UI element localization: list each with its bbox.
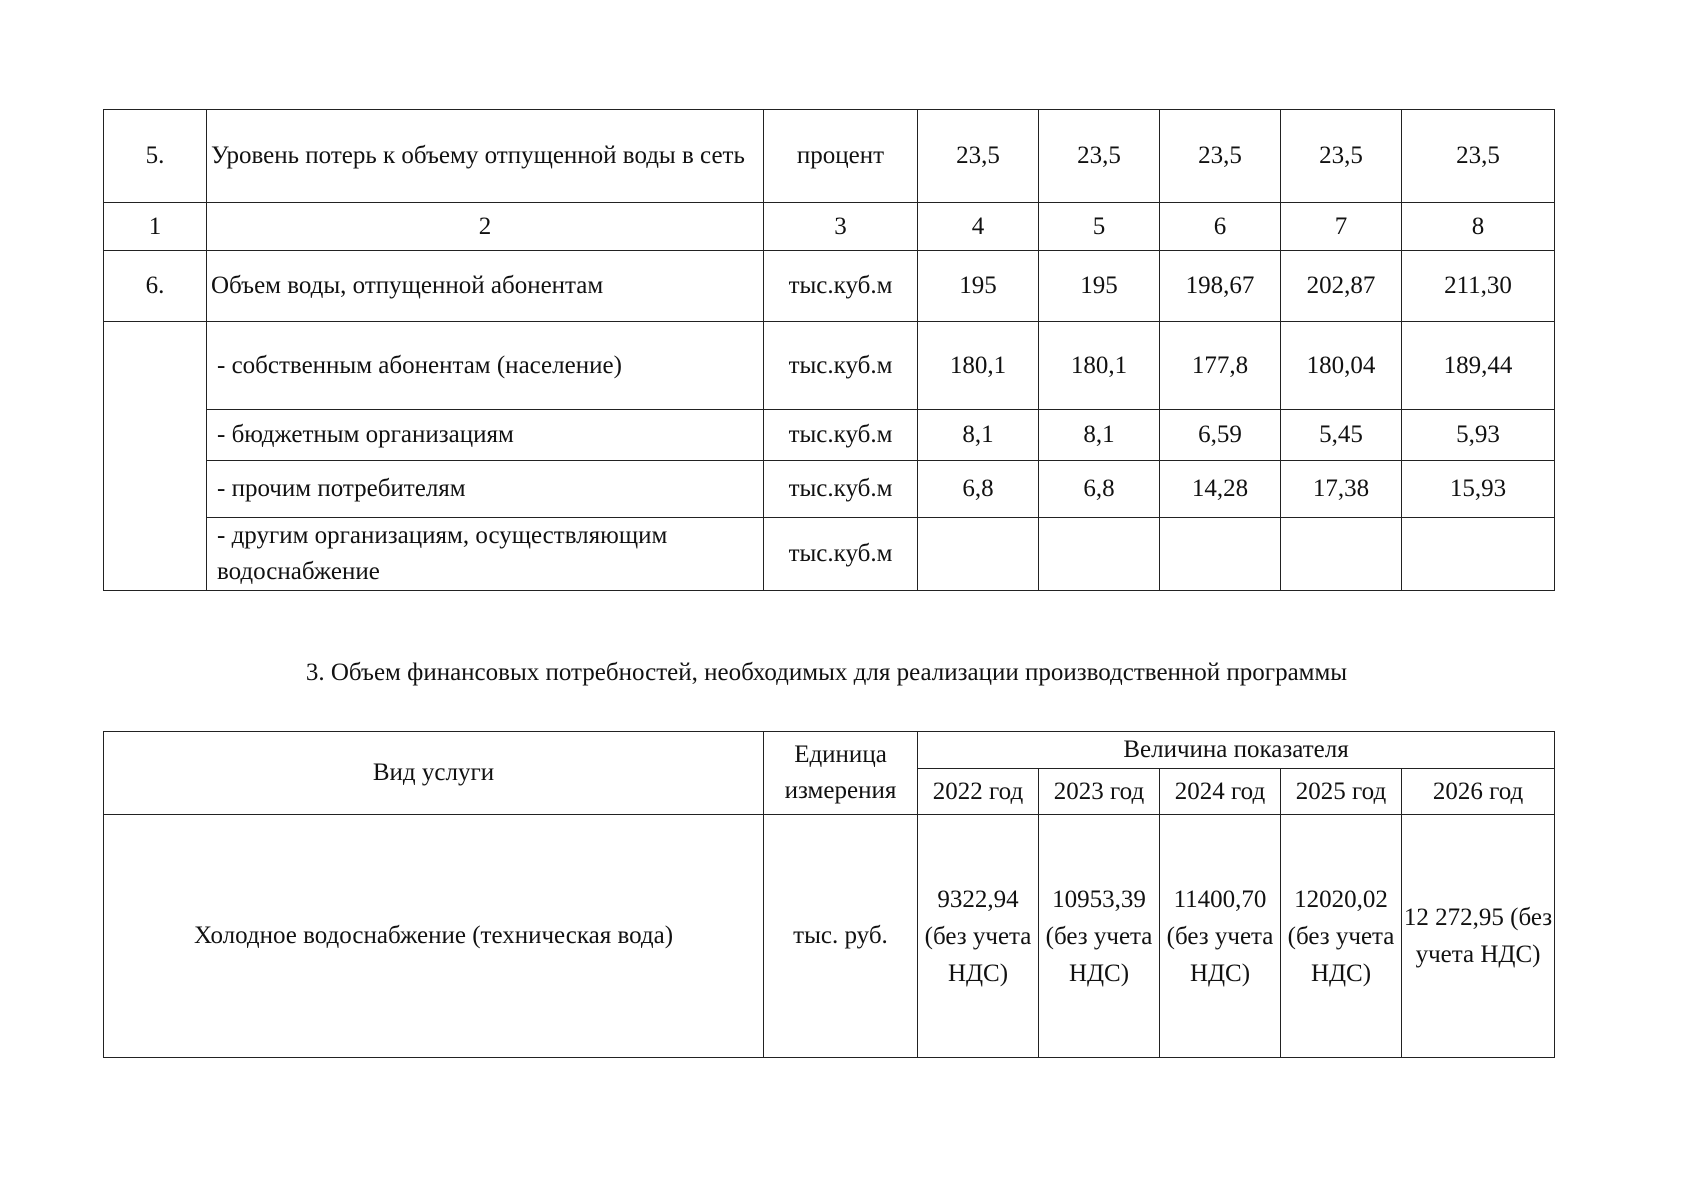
service-header: Вид услуги <box>104 732 764 815</box>
water-volume-table <box>103 109 1555 591</box>
value-cell: 6,59 <box>1160 410 1281 461</box>
column-numbers-row <box>104 203 1555 251</box>
value-cell: 6,8 <box>918 461 1039 518</box>
value-cell: 23,5 <box>1402 110 1555 203</box>
row-name: - другим организациям, осуществляющим водоснабжение <box>207 518 764 591</box>
value-cell: 12 272,95 (без учета НДС) <box>1402 815 1555 1058</box>
row-unit: тыс. руб. <box>764 815 918 1058</box>
value-cell: 17,38 <box>1281 461 1402 518</box>
value-cell: 23,5 <box>918 110 1039 203</box>
row-unit: процент <box>764 110 918 203</box>
service-name: Холодное водоснабжение (техническая вода) <box>104 815 764 1058</box>
column-number: 8 <box>1402 203 1555 251</box>
value-group-header: Величина показателя <box>918 732 1555 769</box>
table-row <box>104 410 1555 461</box>
value-cell: 8,1 <box>918 410 1039 461</box>
value-cell: 5,45 <box>1281 410 1402 461</box>
column-number: 3 <box>764 203 918 251</box>
row-name: Объем воды, отпущенной абонентам <box>207 251 764 322</box>
value-cell <box>1160 518 1281 591</box>
unit-header: Единица измерения <box>764 732 918 815</box>
value-cell: 198,67 <box>1160 251 1281 322</box>
value-cell: 180,04 <box>1281 322 1402 410</box>
table-row <box>104 251 1555 322</box>
value-cell: 12020,02 (без учета НДС) <box>1281 815 1402 1058</box>
year-header: 2024 год <box>1160 769 1281 815</box>
financial-needs-table <box>103 731 1555 1058</box>
year-header: 2025 год <box>1281 769 1402 815</box>
section-heading: 3. Объем финансовых потребностей, необходимых для реализации производственной программы <box>305 659 1348 686</box>
year-header: 2022 год <box>918 769 1039 815</box>
value-cell <box>1281 518 1402 591</box>
header-row <box>104 732 1555 769</box>
value-cell: 23,5 <box>1039 110 1160 203</box>
value-cell: 9322,94 (без учета НДС) <box>918 815 1039 1058</box>
row-number: 5. <box>104 110 207 203</box>
row-name: Уровень потерь к объему отпущенной воды в сеть <box>207 110 764 203</box>
value-cell: 202,87 <box>1281 251 1402 322</box>
value-cell: 23,5 <box>1160 110 1281 203</box>
column-number: 5 <box>1039 203 1160 251</box>
value-cell: 211,30 <box>1402 251 1555 322</box>
value-cell: 11400,70 (без учета НДС) <box>1160 815 1281 1058</box>
table-row <box>104 461 1555 518</box>
value-cell <box>1402 518 1555 591</box>
year-header: 2026 год <box>1402 769 1555 815</box>
table-row <box>104 110 1555 203</box>
table-row <box>104 322 1555 410</box>
value-cell: 6,8 <box>1039 461 1160 518</box>
year-header: 2023 год <box>1039 769 1160 815</box>
column-number: 7 <box>1281 203 1402 251</box>
column-number: 1 <box>104 203 207 251</box>
value-cell: 195 <box>1039 251 1160 322</box>
value-cell <box>1039 518 1160 591</box>
value-cell: 5,93 <box>1402 410 1555 461</box>
row-unit: тыс.куб.м <box>764 410 918 461</box>
value-cell: 23,5 <box>1281 110 1402 203</box>
row-unit: тыс.куб.м <box>764 322 918 410</box>
row-number: 6. <box>104 251 207 322</box>
row-name: - собственным абонентам (население) <box>207 322 764 410</box>
table-row <box>104 518 1555 591</box>
row-unit: тыс.куб.м <box>764 518 918 591</box>
column-number: 2 <box>207 203 764 251</box>
value-cell: 8,1 <box>1039 410 1160 461</box>
value-cell: 180,1 <box>918 322 1039 410</box>
row-name: - бюджетным организациям <box>207 410 764 461</box>
value-cell: 180,1 <box>1039 322 1160 410</box>
value-cell: 195 <box>918 251 1039 322</box>
value-cell: 15,93 <box>1402 461 1555 518</box>
row-unit: тыс.куб.м <box>764 251 918 322</box>
table-row <box>104 815 1555 1058</box>
value-cell: 189,44 <box>1402 322 1555 410</box>
value-cell: 10953,39 (без учета НДС) <box>1039 815 1160 1058</box>
row-number <box>104 322 207 591</box>
value-cell: 177,8 <box>1160 322 1281 410</box>
value-cell: 14,28 <box>1160 461 1281 518</box>
row-name: - прочим потребителям <box>207 461 764 518</box>
column-number: 6 <box>1160 203 1281 251</box>
row-unit: тыс.куб.м <box>764 461 918 518</box>
value-cell <box>918 518 1039 591</box>
column-number: 4 <box>918 203 1039 251</box>
